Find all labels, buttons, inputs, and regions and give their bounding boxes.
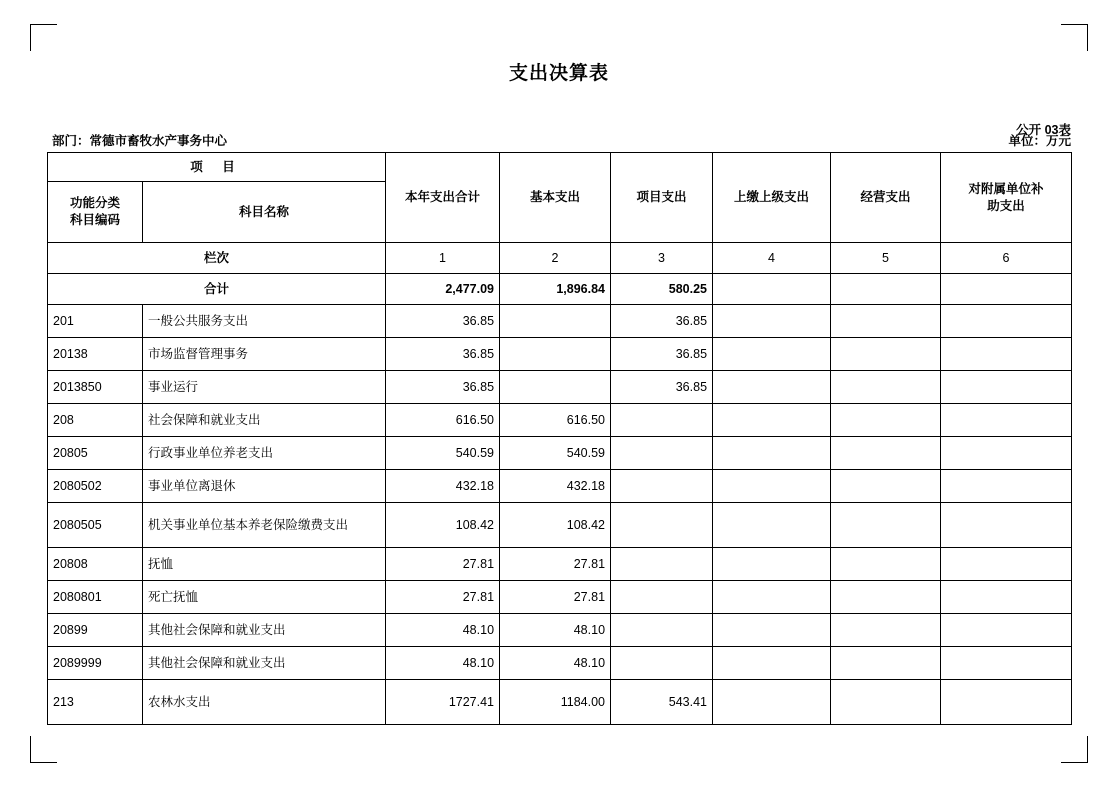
row-value-2: 48.10: [500, 647, 611, 680]
row-name: 社会保障和就业支出: [143, 404, 386, 437]
row-code: 2080502: [48, 470, 143, 503]
total-value-6: [941, 274, 1072, 305]
header-col-subsidy: [941, 153, 1072, 243]
total-value-2: 1,896.84: [500, 274, 611, 305]
row-value-1: 36.85: [386, 305, 500, 338]
row-value-1: 432.18: [386, 470, 500, 503]
row-value-5: [831, 680, 941, 725]
crop-mark-top-left: [30, 24, 57, 51]
row-code: 2089999: [48, 647, 143, 680]
row-value-6: [941, 614, 1072, 647]
row-value-6: [941, 581, 1072, 614]
row-value-1: 48.10: [386, 614, 500, 647]
row-name: 抚恤: [143, 548, 386, 581]
row-value-6: [941, 371, 1072, 404]
row-code: 2080801: [48, 581, 143, 614]
table-row: [48, 437, 1072, 470]
header-col-subject-name: 科目名称: [143, 182, 386, 243]
row-value-4: [713, 404, 831, 437]
header-col-subsidy-line2: 助支出: [987, 198, 1025, 213]
lanci-value-6: 6: [941, 243, 1072, 274]
table-row: [48, 614, 1072, 647]
department-label: 部门：常德市畜牧水产事务中心: [52, 134, 228, 148]
row-value-3: [611, 614, 713, 647]
crop-mark-bottom-left: [30, 736, 57, 763]
unit-label: 单位：万元: [1008, 134, 1071, 148]
row-value-5: [831, 338, 941, 371]
row-value-3: 543.41: [611, 680, 713, 725]
total-value-4: [713, 274, 831, 305]
row-value-4: [713, 647, 831, 680]
row-value-4: [713, 503, 831, 548]
row-value-6: [941, 404, 1072, 437]
row-code: 2080505: [48, 503, 143, 548]
row-value-5: [831, 470, 941, 503]
table-row: [48, 680, 1072, 725]
header-col-operating: 经营支出: [831, 153, 941, 243]
row-name: 死亡抚恤: [143, 581, 386, 614]
row-value-6: [941, 470, 1072, 503]
row-value-5: [831, 305, 941, 338]
table-row: [48, 470, 1072, 503]
row-value-4: [713, 437, 831, 470]
row-value-1: 36.85: [386, 371, 500, 404]
row-value-5: [831, 503, 941, 548]
table-row-lanci: [48, 243, 1072, 274]
row-name: 市场监督管理事务: [143, 338, 386, 371]
header-col-remit-upper: 上缴上级支出: [713, 153, 831, 243]
table-header-row-group: [48, 153, 1072, 182]
header-col-total-year: 本年支出合计: [386, 153, 500, 243]
row-value-5: [831, 548, 941, 581]
row-value-5: [831, 371, 941, 404]
row-value-6: [941, 503, 1072, 548]
row-value-5: [831, 404, 941, 437]
form-number: 公开 03表: [1016, 123, 1071, 137]
row-value-3: [611, 437, 713, 470]
row-value-2: [500, 371, 611, 404]
row-name: 行政事业单位养老支出: [143, 437, 386, 470]
row-value-3: [611, 647, 713, 680]
row-value-3: 36.85: [611, 371, 713, 404]
page-title: 支出决算表: [508, 63, 609, 84]
row-value-2: 616.50: [500, 404, 611, 437]
row-code: 201: [48, 305, 143, 338]
row-name: 机关事业单位基本养老保险缴费支出: [143, 503, 386, 548]
row-value-4: [713, 305, 831, 338]
row-value-6: [941, 437, 1072, 470]
row-value-2: 108.42: [500, 503, 611, 548]
row-name: 其他社会保障和就业支出: [143, 614, 386, 647]
row-value-4: [713, 371, 831, 404]
row-value-2: [500, 338, 611, 371]
row-value-6: [941, 647, 1072, 680]
row-value-3: [611, 548, 713, 581]
row-value-6: [941, 338, 1072, 371]
lanci-value-2: 2: [500, 243, 611, 274]
table-row: [48, 548, 1072, 581]
row-name: 事业运行: [143, 371, 386, 404]
row-name: 其他社会保障和就业支出: [143, 647, 386, 680]
row-value-1: 540.59: [386, 437, 500, 470]
total-label: 合计: [48, 274, 386, 305]
header-col-function-code-line1: 功能分类: [69, 196, 120, 211]
row-code: 213: [48, 680, 143, 725]
lanci-value-4: 4: [713, 243, 831, 274]
row-value-5: [831, 614, 941, 647]
lanci-value-1: 1: [386, 243, 500, 274]
row-value-6: [941, 680, 1072, 725]
lanci-value-5: 5: [831, 243, 941, 274]
row-value-4: [713, 581, 831, 614]
row-name: 一般公共服务支出: [143, 305, 386, 338]
row-code: 2013850: [48, 371, 143, 404]
table-row: [48, 305, 1072, 338]
row-code: 208: [48, 404, 143, 437]
row-value-2: 27.81: [500, 581, 611, 614]
row-value-3: [611, 470, 713, 503]
row-value-4: [713, 548, 831, 581]
row-value-5: [831, 581, 941, 614]
row-value-2: 1184.00: [500, 680, 611, 725]
row-value-5: [831, 647, 941, 680]
total-value-3: 580.25: [611, 274, 713, 305]
row-value-4: [713, 680, 831, 725]
total-value-1: 2,477.09: [386, 274, 500, 305]
row-value-1: 616.50: [386, 404, 500, 437]
row-value-2: 432.18: [500, 470, 611, 503]
row-value-6: [941, 305, 1072, 338]
table-row: [48, 503, 1072, 548]
row-value-1: 1727.41: [386, 680, 500, 725]
row-value-4: [713, 614, 831, 647]
row-value-5: [831, 437, 941, 470]
header-group-project: 项 目: [48, 153, 386, 182]
row-value-3: [611, 581, 713, 614]
row-value-2: 27.81: [500, 548, 611, 581]
row-value-1: 27.81: [386, 548, 500, 581]
row-value-3: [611, 503, 713, 548]
row-name: 事业单位离退休: [143, 470, 386, 503]
row-value-2: 540.59: [500, 437, 611, 470]
row-code: 20808: [48, 548, 143, 581]
row-value-2: [500, 305, 611, 338]
header-col-function-code-line2: 科目编码: [69, 213, 120, 227]
total-value-5: [831, 274, 941, 305]
row-code: 20899: [48, 614, 143, 647]
row-value-1: 108.42: [386, 503, 500, 548]
row-value-2: 48.10: [500, 614, 611, 647]
row-code: 20805: [48, 437, 143, 470]
table-row-total: [48, 274, 1072, 305]
crop-mark-bottom-right: [1061, 736, 1088, 763]
table-row: [48, 371, 1072, 404]
row-name: 农林水支出: [143, 680, 386, 725]
row-value-4: [713, 470, 831, 503]
expenditure-table: [47, 152, 1072, 725]
row-value-6: [941, 548, 1072, 581]
row-value-3: 36.85: [611, 305, 713, 338]
row-value-3: 36.85: [611, 338, 713, 371]
row-value-1: 48.10: [386, 647, 500, 680]
lanci-label: 栏次: [48, 243, 386, 274]
header-col-subsidy-line1: 对附属单位补: [968, 181, 1044, 196]
row-value-1: 27.81: [386, 581, 500, 614]
crop-mark-top-right: [1061, 24, 1088, 51]
table-row: [48, 338, 1072, 371]
row-code: 20138: [48, 338, 143, 371]
table-row: [48, 647, 1072, 680]
row-value-3: [611, 404, 713, 437]
row-value-1: 36.85: [386, 338, 500, 371]
header-col-function-code: [48, 182, 143, 243]
lanci-value-3: 3: [611, 243, 713, 274]
header-col-project: 项目支出: [611, 153, 713, 243]
header-col-basic: 基本支出: [500, 153, 611, 243]
table-row: [48, 581, 1072, 614]
row-value-4: [713, 338, 831, 371]
table-row: [48, 404, 1072, 437]
